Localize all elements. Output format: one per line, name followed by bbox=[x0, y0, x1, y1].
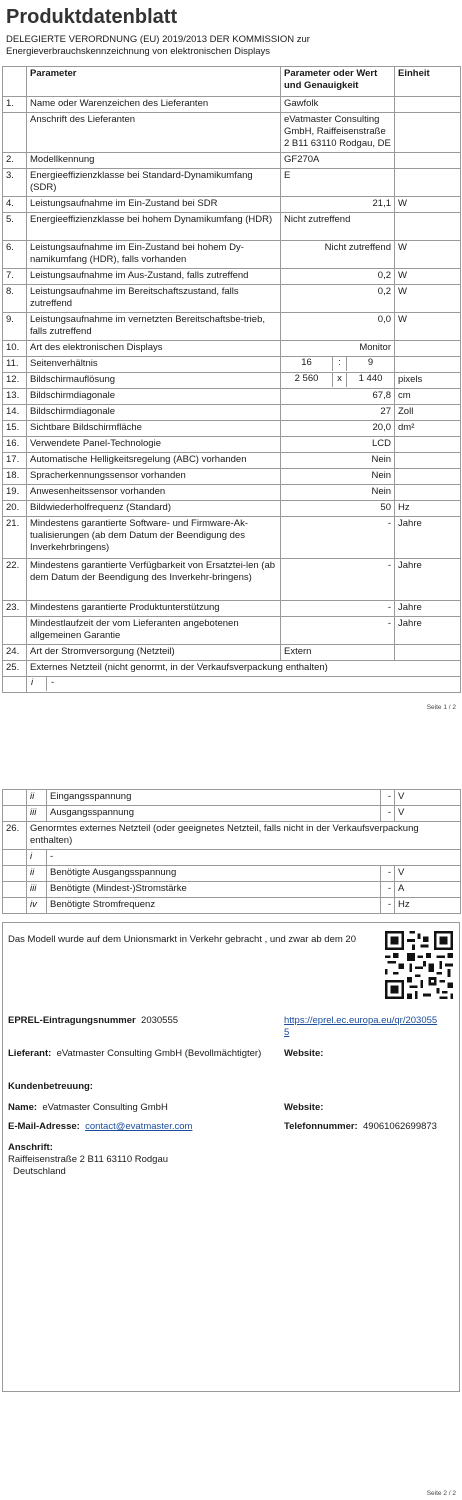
table-row: 14. Bildschirmdiagonale 27 Zoll bbox=[3, 405, 461, 421]
table-row: 23. Mindestens garantierte Produktunterstützung - Jahre bbox=[3, 601, 461, 617]
table-row: 5. Energieeffizienzklasse bei hohem Dynamikumfang (HDR) Nicht zutreffend bbox=[3, 213, 461, 241]
table-row: 16. Verwendete Panel-Technologie LCD bbox=[3, 437, 461, 453]
table-row: 2. Modellkennung GF270A bbox=[3, 153, 461, 169]
name-label: Name: bbox=[8, 1102, 38, 1113]
header-value: Parameter oder Wert und Genauigkeit bbox=[281, 67, 395, 97]
table-row: iii Benötigte (Mindest-)Stromstärke - A bbox=[3, 882, 461, 898]
table-row: ii Eingangsspannung - V bbox=[3, 790, 461, 806]
supplier-row bbox=[8, 1048, 268, 1060]
table-row: 25. Externes Netzteil (nicht genormt, in der Verkaufsverpackung enthalten) bbox=[3, 661, 461, 677]
address-line-1: Raiffeisenstraße 2 B11 63110 Rodgau bbox=[8, 1154, 169, 1165]
table-row: 24. Art der Stromversorgung (Netzteil) Extern bbox=[3, 645, 461, 661]
email-row bbox=[8, 1121, 192, 1133]
table-row: 20. Bildwiederholfrequenz (Standard) 50 Hz bbox=[3, 501, 461, 517]
eprel-row bbox=[8, 1015, 178, 1027]
table-row: ii Benötigte Ausgangsspannung - V bbox=[3, 866, 461, 882]
table-row: 13. Bildschirmdiagonale 67,8 cm bbox=[3, 389, 461, 405]
table-row: 22. Mindestens garantierte Verfügbarkeit von Ersatztei-len (ab dem Datum der Beendigung des Inverkehr-bringens) - Jahre bbox=[3, 559, 461, 601]
contact-name: eVatmaster Consulting GmbH bbox=[42, 1102, 168, 1113]
table-row: 15. Sichtbare Bildschirmfläche 20,0 dm² bbox=[3, 421, 461, 437]
table-row: iii Ausgangsspannung - V bbox=[3, 806, 461, 822]
product-data-table-continued bbox=[2, 789, 461, 914]
table-row: i - bbox=[3, 677, 461, 693]
table-row: 26. Genormtes externes Netzteil (oder geeignetes Netzteil, falls nicht in der Verkaufsverpackung enthalten) bbox=[3, 822, 461, 850]
supplier-info-box bbox=[2, 922, 460, 1392]
phone-number: 49061062699873 bbox=[363, 1121, 437, 1132]
table-row: Anschrift des Lieferanten eVatmaster Consulting GmbH, Raiffeisenstraße 2 B11 63110 Rodgau, DE bbox=[3, 113, 461, 153]
supplier-label: Lieferant: bbox=[8, 1048, 52, 1059]
table-header bbox=[3, 67, 461, 97]
table-row: 3. Energieeffizienzklasse bei Standard-Dynamikumfang (SDR) E bbox=[3, 169, 461, 197]
regulation-subtitle: DELEGIERTE VERORDNUNG (EU) 2019/2013 DER KOMMISSION zur Energieverbrauchskennzeichnung von elektronischen Displays bbox=[6, 34, 310, 57]
customer-service-label: Kundenbetreuung: bbox=[8, 1081, 93, 1092]
table-row: 12. Bildschirmauflösung 2 560 x 1 440 pixels bbox=[3, 373, 461, 389]
table-row: 11. Seitenverhältnis 16 : 9 bbox=[3, 357, 461, 373]
website2-label: Website: bbox=[284, 1102, 324, 1113]
page-title: Produktdatenblatt bbox=[6, 6, 178, 28]
contact-name-row bbox=[8, 1102, 168, 1114]
table-row: iv Benötigte Stromfrequenz - Hz bbox=[3, 898, 461, 914]
supplier-name: eVatmaster Consulting GmbH (Bevollmächtigter) bbox=[56, 1048, 262, 1059]
eprel-label: EPREL-Eintragungsnummer bbox=[8, 1015, 136, 1026]
table-row: 1. Name oder Warenzeichen des Lieferanten Gawfolk bbox=[3, 97, 461, 113]
table-row: i - bbox=[3, 850, 461, 866]
website-label: Website: bbox=[284, 1048, 324, 1059]
table-row: 10. Art des elektronischen Displays Monitor bbox=[3, 341, 461, 357]
table-row: 17. Automatische Helligkeitsregelung (ABC) vorhanden Nein bbox=[3, 453, 461, 469]
table-row: Mindestlaufzeit der vom Lieferanten angebotenen allgemeinen Garantie - Jahre bbox=[3, 617, 461, 645]
market-placement-text: Das Modell wurde auf dem Unionsmarkt in Verkehr gebracht , und zwar ab dem 20 bbox=[8, 934, 356, 945]
page-number-2: Seite 2 / 2 bbox=[426, 1490, 456, 1497]
table-row: 19. Anwesenheitssensor vorhanden Nein bbox=[3, 485, 461, 501]
table-row: 9. Leistungsaufnahme im vernetzten Bereitschaftsbe-trieb, falls zutreffend 0,0 W bbox=[3, 313, 461, 341]
phone-label: Telefonnummer: bbox=[284, 1121, 358, 1132]
eprel-number: 2030555 bbox=[141, 1015, 179, 1026]
table-row: 7. Leistungsaufnahme im Aus-Zustand, falls zutreffend 0,2 W bbox=[3, 269, 461, 285]
email-label: E-Mail-Adresse: bbox=[8, 1121, 80, 1132]
product-data-table bbox=[2, 66, 461, 693]
header-parameter: Parameter bbox=[27, 67, 281, 97]
phone-row bbox=[284, 1121, 437, 1133]
table-row: 6. Leistungsaufnahme im Ein-Zustand bei hohem Dy-namikumfang (HDR), falls vorhanden Nicht zutreffend W bbox=[3, 241, 461, 269]
table-row: 18. Spracherkennungssensor vorhanden Nein bbox=[3, 469, 461, 485]
table-row: 21. Mindestens garantierte Software- und Firmware-Ak-tualisierungen (ab dem Datum der Beendigung des Inverkehrbringens) - Jahre bbox=[3, 517, 461, 559]
address-label: Anschrift: bbox=[8, 1142, 53, 1153]
table-row: 4. Leistungsaufnahme im Ein-Zustand bei SDR 21,1 W bbox=[3, 197, 461, 213]
eprel-link[interactable]: https://eprel.ec.europa.eu/qr/2030555 bbox=[284, 1015, 438, 1038]
table-row: 8. Leistungsaufnahme im Bereitschaftszustand, falls zutreffend 0,2 W bbox=[3, 285, 461, 313]
page-number: Seite 1 / 2 bbox=[426, 704, 456, 711]
email-link[interactable]: contact@evatmaster.com bbox=[85, 1121, 193, 1132]
header-unit: Einheit bbox=[395, 67, 461, 97]
qr-code-icon[interactable] bbox=[385, 931, 453, 999]
address-line-2: Deutschland bbox=[13, 1166, 66, 1177]
